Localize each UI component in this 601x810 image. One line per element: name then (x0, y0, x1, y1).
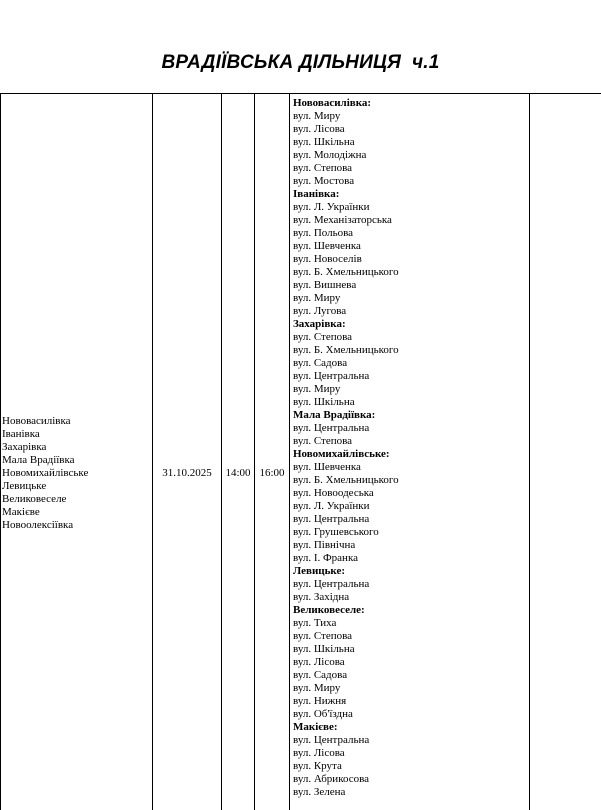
street-item: вул. Шкільна (293, 643, 355, 655)
street-item: вул. Мостова (293, 175, 355, 187)
street-item: вул. Миру (293, 292, 341, 304)
street-item: вул. Північна (293, 539, 356, 551)
settlement-group-heading: Мала Врадіївка: (293, 409, 376, 421)
start-time-cell: 14:00 (222, 94, 255, 810)
street-item: вул. Вишнева (293, 279, 357, 291)
street-item: вул. Степова (293, 630, 353, 642)
settlement-name: Іванівка (2, 427, 40, 440)
settlement-name: Мала Врадіївка (2, 453, 75, 466)
street-item: вул. Зелена (293, 786, 346, 798)
settlement-name: Нововасилівка (2, 414, 71, 427)
street-item: вул. Новоселів (293, 253, 362, 265)
settlements-cell (1, 94, 153, 810)
settlement-group-heading: Великовеселе: (293, 604, 365, 616)
street-item: вул. Лісова (293, 656, 345, 668)
street-item: вул. Шкільна (293, 396, 355, 408)
street-item: вул. Тиха (293, 617, 337, 629)
schedule-table-wrapper (0, 93, 601, 810)
street-item: вул. Центральна (293, 734, 370, 746)
street-item: вул. І. Франка (293, 552, 359, 564)
street-item: вул. Центральна (293, 422, 370, 434)
street-item: вул. Об'їздна (293, 708, 353, 720)
settlement-group-heading: Левицьке: (293, 565, 346, 577)
settlement-group-heading: Новомихайлівське: (293, 448, 390, 460)
settlement-group-heading: Іванівка: (293, 188, 340, 200)
empty-cell (530, 94, 601, 810)
page-title: ВРАДІЇВСЬКА ДІЛЬНИЦЯ ч.1 (161, 52, 440, 73)
street-item: вул. Лісова (293, 747, 345, 759)
streets-cell (290, 94, 530, 810)
street-item: вул. Б. Хмельницького (293, 344, 399, 356)
street-item: вул. Новоодеська (293, 487, 374, 499)
settlement-name: Левицьке (2, 479, 47, 492)
street-item: вул. Центральна (293, 513, 370, 525)
street-item: вул. Шевченка (293, 461, 361, 473)
street-item: вул. Шевченка (293, 240, 361, 252)
street-item: вул. Миру (293, 383, 341, 395)
street-item: вул. Польова (293, 227, 354, 239)
street-item: вул. Садова (293, 669, 348, 681)
street-item: вул. Степова (293, 162, 353, 174)
street-item: вул. Механізаторська (293, 214, 392, 226)
street-item: вул. Шкільна (293, 136, 355, 148)
street-item: вул. Л. Українки (293, 201, 370, 213)
street-item: вул. Центральна (293, 370, 370, 382)
settlement-name: Великовеселе (2, 492, 67, 505)
street-item: вул. Садова (293, 357, 348, 369)
settlement-name: Макієве (2, 505, 40, 518)
street-item: вул. Крута (293, 760, 342, 772)
street-item: вул. Грушевського (293, 526, 379, 538)
table-row (1, 94, 601, 810)
street-item: вул. Б. Хмельницького (293, 266, 399, 278)
settlement-group-heading: Захарівка: (293, 318, 346, 330)
street-item: вул. Миру (293, 110, 341, 122)
street-item: вул. Нижня (293, 695, 347, 707)
street-item: вул. Л. Українки (293, 500, 370, 512)
schedule-table (0, 93, 601, 810)
date-cell: 31.10.2025 (153, 94, 222, 810)
settlement-name: Захарівка (2, 440, 47, 453)
street-item: вул. Центральна (293, 578, 370, 590)
street-item: вул. Лугова (293, 305, 347, 317)
street-item: вул. Миру (293, 682, 341, 694)
settlement-name: Новомихайлівське (2, 466, 89, 479)
street-item: вул. Молодіжна (293, 149, 367, 161)
street-item: вул. Західна (293, 591, 350, 603)
street-item: вул. Степова (293, 331, 353, 343)
settlement-name: Новоолексіївка (2, 518, 74, 531)
settlement-group-heading: Макієве: (293, 721, 338, 733)
street-item: вул. Абрикосова (293, 773, 370, 785)
end-time-cell: 16:00 (255, 94, 290, 810)
settlement-group-heading: Нововасилівка: (293, 97, 372, 109)
street-item: вул. Б. Хмельницького (293, 474, 399, 486)
street-item: вул. Степова (293, 435, 353, 447)
street-item: вул. Лісова (293, 123, 345, 135)
